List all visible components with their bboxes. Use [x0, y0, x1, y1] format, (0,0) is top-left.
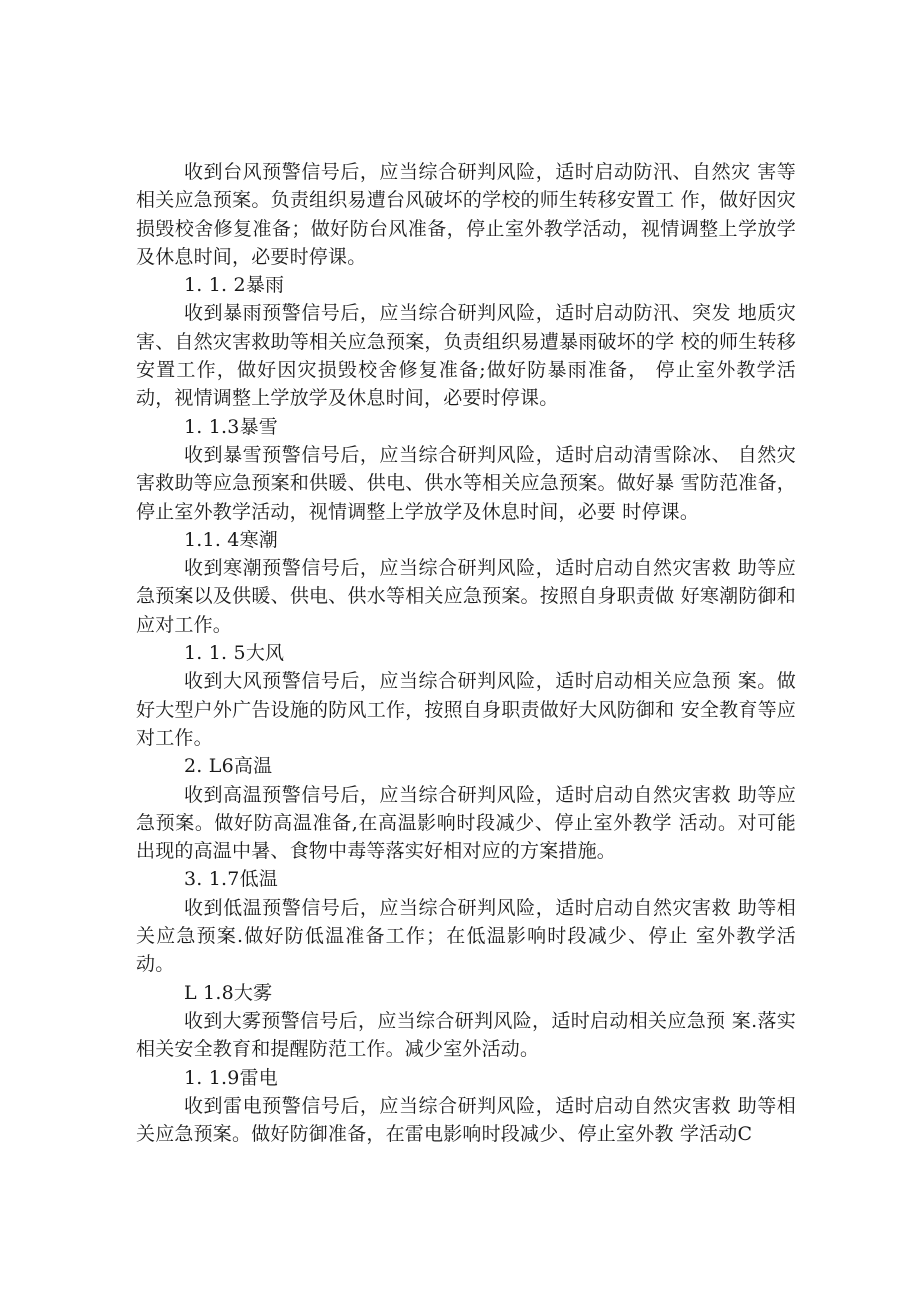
document-page: [136, 158, 796, 1148]
paragraph-snowstorm: 收到暴雪预警信号后，应当综合研判风险，适时启动清雪除冰、 自然灾害救助等应急预案和供暖、供电、供水等相关应急预案。做好暴 雪防范准备，停止室外教学活动，视情调整上学放学及休息时间，必要 时停课。: [136, 443, 796, 523]
heading-dense-fog: L 1.8大雾: [184, 981, 273, 1004]
heading-rainstorm: 1. 1. 2暴雨: [184, 274, 285, 297]
paragraph-thunderstorm: 收到雷电预警信号后，应当综合研判风险，适时启动自然灾害救 助等相关应急预案。做好防御准备，在雷电影响时段减少、停止室外教 学活动C: [136, 1094, 796, 1146]
paragraph-high-temperature: 收到高温预警信号后，应当综合研判风险，适时启动自然灾害救 助等应急预案。做好防高温准备,在高温影响时段减少、停止室外教学 活动。对可能出现的高温中暑、食物中毒等落实好相对应的方案措施。: [136, 783, 796, 863]
heading-strong-wind: 1. 1. 5大风: [184, 642, 285, 665]
heading-cold-wave: 1.1. 4寒潮: [184, 528, 278, 551]
heading-high-temperature: 2. L6高温: [184, 755, 273, 778]
paragraph-rainstorm: 收到暴雨预警信号后，应当综合研判风险，适时启动防汛、突发 地质灾害、自然灾害救助等相关应急预案，负责组织易遭暴雨破坏的学 校的师生转移安置工作，做好因灾损毁校舍修复准备;做好防暴雨准备， 停止室外教学活动，视情调整上学放学及休息时间，必要时停课。: [136, 302, 796, 410]
paragraph-cold-wave: 收到寒潮预警信号后，应当综合研判风险，适时启动自然灾害救 助等应急预案以及供暖、供电、供水等相关应急预案。按照自身职责做 好寒潮防御和应对工作。: [136, 557, 796, 636]
paragraph-strong-wind: 收到大风预警信号后，应当综合研判风险，适时启动相关应急预 案。做好大型户外广告设施的防风工作，按照自身职责做好大风防御和 安全教育等应对工作。: [136, 670, 796, 749]
paragraph-dense-fog: 收到大雾预警信号后，应当综合研判风险，适时启动相关应急预 案.落实相关安全教育和提醒防范工作。减少室外活动。: [136, 1009, 796, 1061]
heading-low-temperature: 3. 1.7低温: [184, 868, 278, 891]
heading-snowstorm: 1. 1.3暴雪: [184, 415, 278, 438]
heading-thunderstorm: 1. 1.9雷电: [184, 1066, 278, 1089]
paragraph-typhoon: 收到台风预警信号后，应当综合研判风险，适时启动防汛、自然灾 害等相关应急预案。负责组织易遭台风破坏的学校的师生转移安置工 作，做好因灾损毁校舍修复准备；做好防台风准备，停止室外教学活动，视情调整上学放学及休息时间，必要时停课。: [136, 161, 796, 268]
paragraph-low-temperature: 收到低温预警信号后，应当综合研判风险，适时启动自然灾害救 助等相关应急预案.做好防低温准备工作；在低温影响时段减少、停止 室外教学活动。: [136, 896, 796, 976]
